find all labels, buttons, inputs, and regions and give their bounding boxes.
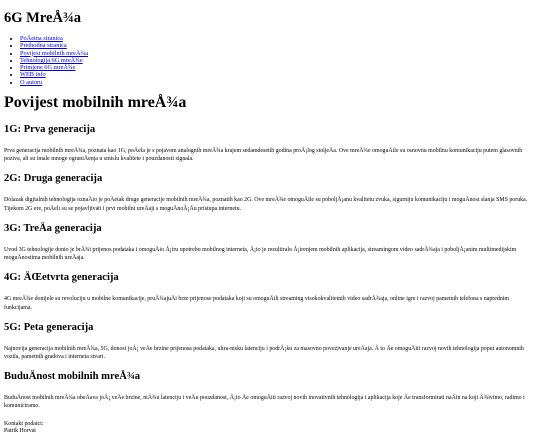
nav-link-history[interactable]: Povijest mobilnih mreÅ¾a	[20, 49, 89, 57]
nav-link-about[interactable]: O autoru	[20, 78, 43, 86]
nav-link-web-info[interactable]: WEB info	[20, 71, 46, 79]
section-3g	[4, 223, 536, 262]
section-text: BuduÄnost mobilnih mreÅ¾a obeÄava joÅ¡ veÄe brzine, niÅ¾u latenciju i veÄu pouzdanost, Å¡to Äe omoguÄiti razvoj novih inovativnih tehnologija i aplikacija koje Äe transformirati naÄin na koji Å¾ivimo, radimo i komuniciramo.	[4, 395, 525, 410]
nav-item-technology	[20, 57, 536, 64]
nav-item-previous	[20, 42, 536, 49]
section-4g	[4, 272, 536, 311]
section-title: 4G: ÄŒetvrta generacija	[4, 272, 119, 284]
nav-item-history	[20, 50, 536, 57]
section-5g	[4, 322, 536, 361]
section-title: 1G: Prva generacija	[4, 124, 96, 136]
nav-link-previous[interactable]: Prethodna stranica	[20, 42, 67, 50]
nav-item-about	[20, 79, 536, 86]
contact-info	[4, 421, 536, 436]
section-text: 4G mreÅ¾e donijele su revoluciju u mobilne komunikacije, pruÅ¾ajuÄi brze prijenose podataka koji su omoguÄili streaming visokokvalitetnih video sadrÅ¾aja, online igre i razvoj pametnih telefona s naprednim funkcijama.	[4, 296, 509, 311]
section-text: Najnovija generacija mobilnih mreÅ¾a, 5G, donosi joÅ¡ veÄe brzine prijenosa podataka, ultra-nisku latenciju i podrÅ¡ku za masovno povezivanje ureÄaja. Å to Äe omoguÄiti razvoj novih tehnologija poput autonomnih vozila, pametnih gradova i interneta stvari.	[4, 345, 524, 360]
section-text: Dolazak digitalnih tehnologija oznaÄio je poÄetak druge generacije mobilnih mreÅ¾a, poznatih kao 2G. Ove mreÅ¾e omoguÄile su poboljÅ¡anu kvalitetu zvuka, sigurniju komunikaciju i moguÄnost slanja SMS poruka. Tijekom 2G ere, poÄeli su se pojavljivati i prvi mobilni ureÄaji s moguÄnoÅ¡Äu pristupa internetu.	[4, 197, 528, 212]
site-title: 6G MreÅ¾a	[4, 10, 82, 26]
section-text: Uvod 3G tehnologije donio je brÅ¾i prijenos podataka i omoguÄio Å¡iru upotrebu mobilnog interneta, Å¡to je rezultiralo Å¡irenjem mobilnih aplikacija, streamingom video sadrÅ¾aja i poboljÅ¡anim multimedijskim moguÄnostima mobilnih ureÄaja.	[4, 246, 517, 262]
section-title: BuduÄnost mobilnih mreÅ¾a	[4, 371, 141, 383]
nav-item-applications	[20, 64, 536, 71]
contact-label: Kontakt podatci:	[4, 420, 44, 427]
section-title: 5G: Peta generacija	[4, 321, 94, 333]
nav-link-home[interactable]: PoÄetna stranica	[20, 35, 63, 42]
nav-item-home	[20, 35, 536, 42]
section-title: 2G: Druga generacija	[4, 173, 103, 185]
contact-name: Patrik Horvat	[4, 428, 36, 435]
page-heading: Povijest mobilnih mreÅ¾a	[4, 94, 187, 112]
section-title: 3G: TreÄa generacija	[4, 222, 102, 234]
nav-link-applications[interactable]: Primjene 6G mreÅ¾e	[20, 64, 76, 72]
nav-link-technology[interactable]: Tehnologija 6G mreÅ¾e	[20, 56, 83, 64]
nav-list	[4, 35, 536, 86]
section-text: Prva generacija mobilnih mreÅ¾a, poznata kao 1G, poÄela je s pojavom analognih mreÅ¾a krajem sedamdesetih godina proÅ¡log stoljeÄa. Ove mreÅ¾e omoguÄile su osnovnu mobilnu komunikaciju putem glasovnih poziva, ali su imale mnoge ograniÄenja u smislu kvalitete i pouzdanosti signala.	[4, 148, 523, 163]
section-2g	[4, 173, 536, 212]
section-1g	[4, 124, 536, 163]
nav-item-web-info	[20, 71, 536, 78]
